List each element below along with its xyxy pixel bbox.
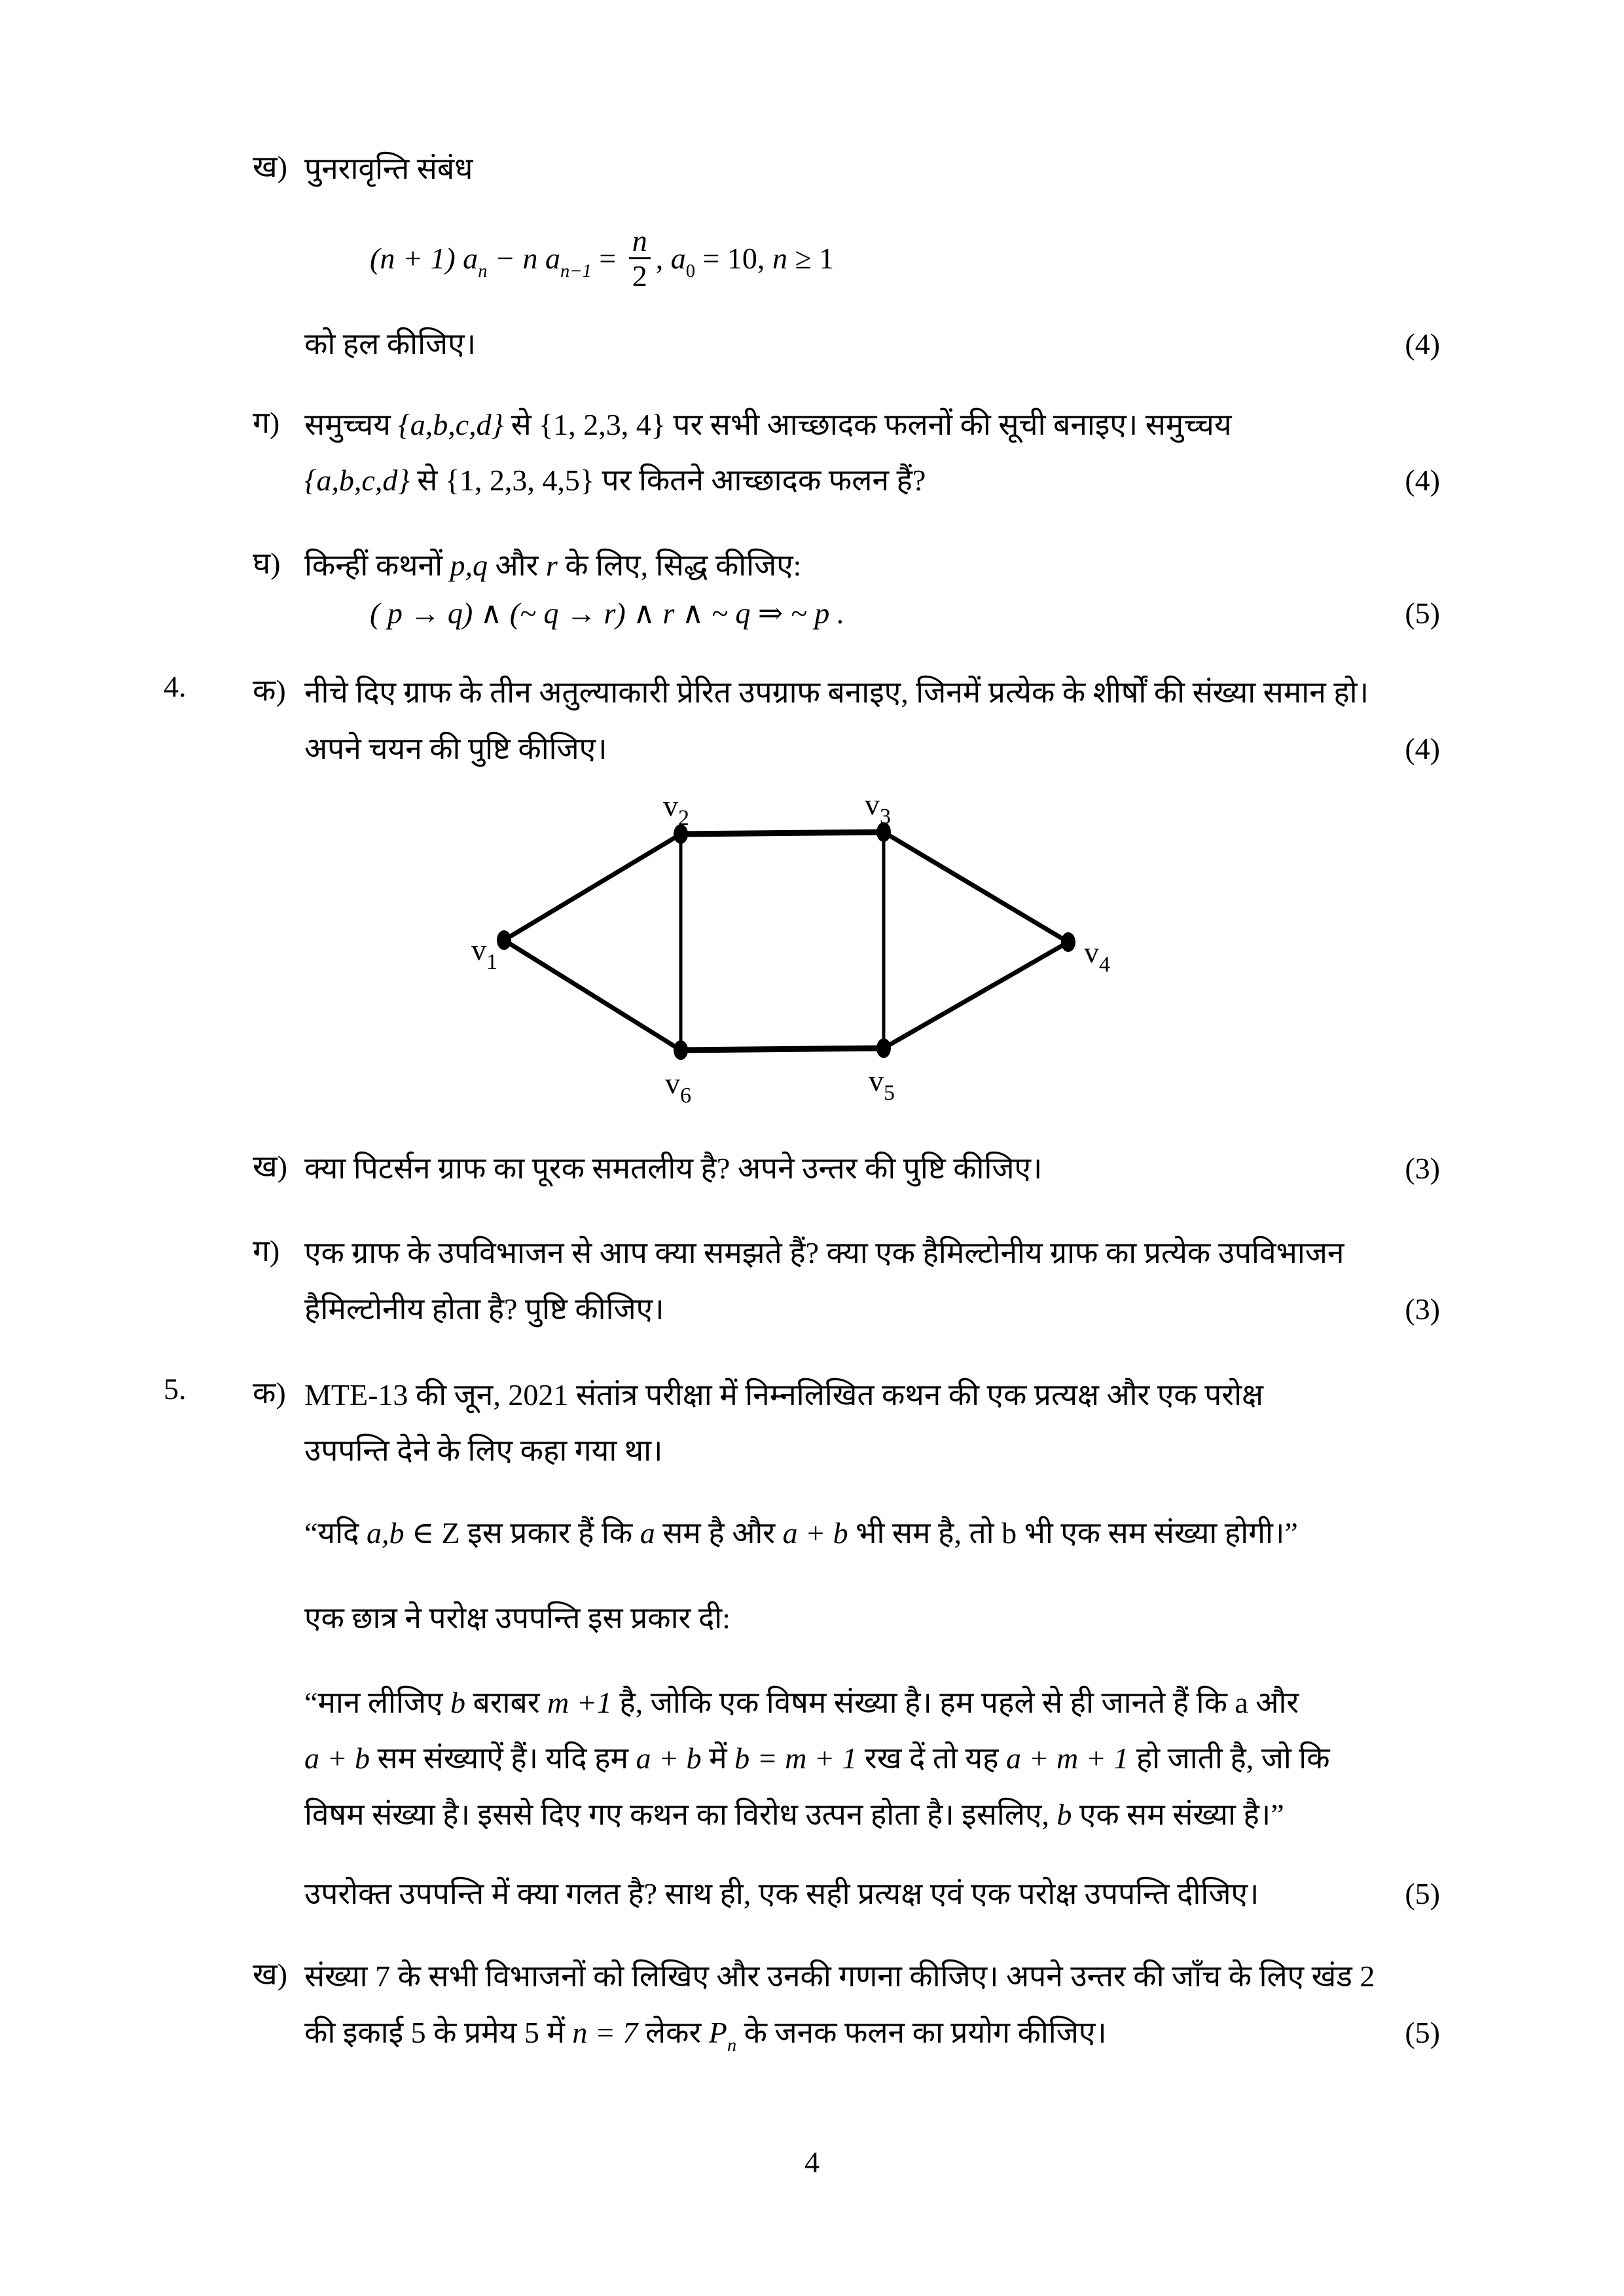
graph-vertex-v5 (876, 1038, 891, 1058)
text-segment: पर कितने आच्छादक फलन हैं? (594, 464, 926, 498)
item-label: ख) (253, 1958, 287, 1992)
question-row (164, 669, 1440, 772)
question-body (304, 669, 1440, 772)
text-segment: n (772, 241, 787, 275)
text-segment: m +1 (547, 1686, 612, 1720)
text-segment: उपरोक्त उपपन्ति में क्या गलत है? साथ ही, एक सही प्रत्यक्ष एवं एक परोक्ष उपपन्ति दीजिए। (304, 1876, 1259, 1910)
item-label: क) (253, 1376, 286, 1410)
text-segment: n = 7 (572, 2015, 638, 2049)
question-number: 4. (164, 670, 187, 704)
question-body (304, 1870, 1440, 1917)
text-segment: की जून, 2021 संतांत्र परीक्षा में निम्नलिखित कथन की एक प्रत्यक्ष और एक परोक्ष (408, 1377, 1263, 1412)
text-segment: = 10, (695, 241, 772, 275)
proof-line (304, 1791, 1440, 1838)
line-text (304, 1152, 1042, 1185)
fraction (629, 225, 651, 292)
text-segment: हैमिल्टोनीय होता है? पुष्टि कीजिए। (304, 1292, 664, 1326)
text-segment: a + b (782, 1516, 848, 1550)
text-segment: एक सम संख्या है।” (1072, 1797, 1284, 1831)
text-segment: − n a (487, 241, 560, 275)
text-segment: रख दें तो यह (857, 1741, 1006, 1776)
question-row (164, 145, 1440, 192)
question-body (304, 1510, 1440, 1556)
marks-badge: (3) (1405, 1292, 1440, 1326)
text-segment: पर सभी आच्छादक फलनों की सूची बनाइए। समुच्चय (665, 408, 1232, 442)
item-label: घ) (253, 546, 281, 580)
text-segment: ≥ 1 (787, 241, 835, 275)
line-text (304, 1292, 664, 1326)
text-segment: = (591, 241, 624, 275)
marks-badge: (4) (1405, 731, 1440, 765)
text-segment: a (640, 1516, 655, 1550)
line-text (304, 1516, 1298, 1550)
question-line (304, 725, 1440, 772)
text-segment: Z (441, 1516, 460, 1550)
text-segment: a + m + 1 (1006, 1741, 1129, 1776)
line-text (304, 1601, 731, 1635)
text-segment: “मान लीजिए (304, 1686, 450, 1720)
graph-edge-v2-v3 (681, 832, 884, 834)
text-segment: है, जोकि एक विषम संख्या है। हम पहले से ही जानते हैं कि (611, 1686, 1235, 1720)
marks-badge: (4) (1405, 464, 1440, 498)
line-text (304, 1798, 1284, 1831)
text-segment: और (1248, 1686, 1299, 1720)
line-text (304, 1236, 1344, 1269)
line-text (304, 1434, 663, 1467)
question-body (304, 1953, 1440, 2058)
proof-paragraph-row (164, 1679, 1440, 1838)
text-segment: a + b (636, 1741, 702, 1776)
text-segment: P (708, 2015, 727, 2049)
text-segment: एक छात्र ने परोक्ष उपपन्ति इस प्रकार दी: (304, 1601, 731, 1635)
text-segment: और (488, 548, 546, 582)
formula-line (304, 590, 1440, 636)
text-segment: b (1001, 1516, 1017, 1550)
text-segment: r (545, 548, 558, 582)
text-segment: a,b (366, 1516, 405, 1550)
line-text (304, 1378, 1263, 1412)
question-body (304, 321, 1440, 367)
line-text (304, 327, 476, 361)
text-segment: सम है और (655, 1516, 783, 1550)
question-line (304, 457, 1440, 503)
question-line (304, 321, 1440, 367)
question-row (164, 1372, 1440, 1474)
graph-edge-v1-v2 (504, 834, 681, 940)
text-segment: n (478, 261, 488, 282)
text-segment: MTE-13 (304, 1377, 408, 1412)
text-segment: से (503, 408, 539, 442)
text-segment: b (1056, 1797, 1072, 1831)
text-segment: (n + 1) a (370, 241, 478, 275)
text-segment: पुनरावृन्ति संबंध (304, 152, 473, 185)
line-text (304, 549, 801, 582)
graph-svg (471, 788, 1113, 1109)
marks-badge: (5) (1405, 2015, 1440, 2049)
vertex-label-v6: $v_6$ (665, 1066, 691, 1108)
text-segment: {1, 2,3, 4} (539, 408, 666, 442)
text-segment: {a,b,c,d} (304, 464, 410, 498)
marks-badge: (4) (1405, 327, 1440, 361)
text-segment: किन्हीं कथनों (304, 548, 450, 582)
vertex-label-v5: $v_5$ (869, 1063, 895, 1105)
text-segment: लेकर (638, 2015, 709, 2049)
line-text (304, 152, 473, 185)
item-label: क) (253, 674, 286, 708)
line-text (304, 1686, 1299, 1719)
proof-line (304, 1679, 1440, 1726)
text-segment: “यदि (304, 1516, 367, 1550)
text-segment: से (409, 464, 445, 498)
fraction-denominator: 2 (629, 257, 651, 292)
text-segment: एक ग्राफ के उपविभाजन से आप क्या समझते हैं? क्या एक हैमिल्टोनीय ग्राफ का प्रत्येक उपविभाजन (304, 1236, 1344, 1270)
text-segment: ∈ (404, 1516, 442, 1550)
question-line (304, 401, 1440, 448)
text-segment: a (670, 241, 686, 275)
line-text (304, 2015, 1107, 2056)
line-text (304, 464, 926, 497)
marks-badge: (3) (1405, 1151, 1440, 1185)
question-body (304, 145, 1440, 192)
graph-vertex-v6 (674, 1040, 688, 1060)
text-segment: समुच्चय (304, 408, 399, 442)
text-segment: के जनक फलन का प्रयोग कीजिए। (736, 2015, 1107, 2049)
question-body (304, 1595, 1440, 1641)
question-body (304, 401, 1440, 504)
text-segment: 0 (685, 261, 695, 282)
marks-badge: (5) (1405, 596, 1440, 630)
text-segment: n (727, 2035, 737, 2056)
item-label: ख) (253, 150, 287, 183)
fraction-numerator: n (632, 224, 647, 258)
text-segment: में (701, 1741, 735, 1776)
text-segment: a + b (304, 1741, 370, 1776)
text-segment: संख्या 7 के सभी विभाजनों को लिखिए और उनकी गणना कीजिए। अपने उन्तर की जाँच के लिए खंड 2 (304, 1959, 1375, 1994)
item-label: ग) (253, 1234, 280, 1268)
graph-edge-v1-v6 (504, 940, 681, 1050)
question-line (304, 1145, 1440, 1192)
text-segment: p,q (450, 548, 488, 582)
text-segment: की इकाई 5 के प्रमेय 5 में (304, 2015, 573, 2049)
text-segment: के लिए, सिद्ध कीजिए: (557, 548, 802, 582)
question-row (164, 1230, 1440, 1332)
question-line (304, 1953, 1440, 1999)
text-segment: सम संख्याऐं हैं। यदि हम (370, 1741, 636, 1776)
text-segment: {1, 2,3, 4,5} (444, 464, 594, 498)
question-line (304, 1230, 1440, 1276)
text-segment: हो जाती है, जो कि (1128, 1741, 1330, 1776)
vertex-label-v1: $v_1$ (471, 932, 497, 974)
line-text (304, 732, 607, 765)
statement-row (164, 1510, 1440, 1556)
question-body (304, 1145, 1440, 1192)
page-number: 4 (804, 2145, 820, 2179)
text-segment: ( p → q) ∧ (~ q → r) ∧ r ∧ ~ q ⇒ ~ p . (370, 596, 845, 630)
text-segment: को हल कीजिए। (304, 327, 477, 361)
question-body (304, 224, 1440, 295)
text-segment: a (1235, 1686, 1248, 1720)
text-segment: b (450, 1686, 465, 1720)
question-line (304, 1286, 1440, 1332)
question-number: 5. (164, 1372, 187, 1406)
item-label: ख) (253, 1149, 287, 1183)
question-row (164, 321, 1440, 367)
vertex-label-v2: $v_2$ (663, 788, 689, 830)
graph-edge-v5-v6 (681, 1048, 884, 1050)
question-body (304, 1372, 1440, 1474)
question-body (304, 1679, 1440, 1838)
text-segment: अपने चयन की पुष्टि कीजिए। (304, 731, 607, 765)
line-text (304, 1741, 1330, 1775)
text-segment: विषम संख्या है। इससे दिए गए कथन का विरोध उत्पन होता है। इसलिए, (304, 1797, 1057, 1831)
text-segment: बराबर (465, 1686, 548, 1720)
proof-line (304, 1735, 1440, 1781)
text-segment: क्या पिटर्सन ग्राफ का पूरक समतलीय है? अपने उन्तर की पुष्टि कीजिए। (304, 1151, 1043, 1185)
text-segment: भी सम है, तो (848, 1516, 1002, 1550)
question-body (304, 542, 1440, 637)
question-line (304, 669, 1440, 716)
text-segment: b = m + 1 (734, 1741, 857, 1776)
question-line (304, 1870, 1440, 1917)
text-segment: इस प्रकार हैं कि (460, 1516, 640, 1550)
graph-figure (471, 788, 1440, 1109)
graph-vertex-v4 (1061, 932, 1075, 952)
graph-edge-v3-v4 (884, 832, 1068, 942)
question-line (304, 542, 1440, 589)
graph-row (164, 772, 1440, 1109)
text-segment: , (655, 241, 671, 275)
vertex-label-v3: $v_3$ (865, 788, 891, 829)
line-text (304, 1877, 1259, 1910)
question-row (164, 1870, 1440, 1917)
vertex-label-v4: $v_4$ (1084, 935, 1110, 977)
question-row (164, 401, 1440, 504)
text-row (164, 1595, 1440, 1641)
question-line (304, 1372, 1440, 1418)
formula-row (164, 224, 1440, 295)
question-row (164, 1145, 1440, 1192)
text-segment: नीचे दिए ग्राफ के तीन अतुल्याकारी प्रेरित उपग्राफ बनाइए, जिनमें प्रत्येक के शीर्षों की संख्या समान हो। (304, 676, 1369, 710)
formula-line (304, 224, 1440, 295)
text-segment: भी एक सम संख्या होगी।” (1017, 1516, 1298, 1550)
question-line (304, 145, 1440, 192)
line-text (304, 408, 1232, 441)
question-body (304, 1230, 1440, 1332)
text-segment: {a,b,c,d} (398, 408, 504, 442)
line-text (370, 596, 844, 630)
line-text (304, 676, 1369, 709)
marks-badge: (5) (1405, 1876, 1440, 1910)
text-segment: उपपन्ति देने के लिए कहा गया था। (304, 1434, 663, 1468)
question-line (304, 1595, 1440, 1641)
question-line (304, 2009, 1440, 2058)
quoted-statement (304, 1510, 1440, 1556)
question-body (304, 772, 1440, 1109)
line-text (304, 1959, 1375, 1993)
item-label: ग) (253, 406, 280, 440)
graph-vertex-v1 (497, 930, 511, 950)
line-text (370, 224, 835, 293)
question-row (164, 542, 1440, 637)
question-line (304, 1427, 1440, 1474)
question-row (164, 1953, 1440, 2058)
text-segment: n−1 (560, 261, 592, 282)
graph-edge-v4-v5 (884, 942, 1068, 1048)
